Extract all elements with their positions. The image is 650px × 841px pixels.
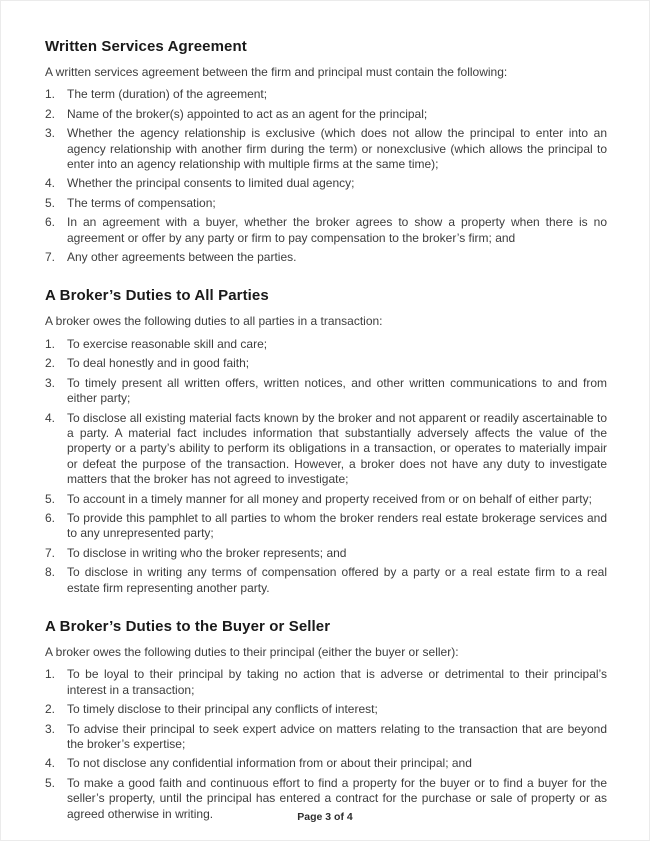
list-item-text: The terms of compensation; bbox=[67, 195, 216, 210]
list-item-number: 7. bbox=[45, 545, 56, 560]
list-item-text: In an agreement with a buyer, whether the broker agrees to show a property when there is no agreement or offer by any party or firm to pay compensation to the broker’s firm; and bbox=[67, 215, 607, 245]
list-item bbox=[45, 565, 607, 596]
list-item-text: To provide this pamphlet to all parties to whom the broker renders real estate brokerage services and to any unrepresented party; bbox=[67, 510, 607, 541]
document-body bbox=[45, 38, 607, 822]
list-item-number: 4. bbox=[45, 410, 56, 425]
numbered-list bbox=[45, 337, 607, 596]
list-item-number: 3. bbox=[45, 721, 56, 736]
list-item bbox=[45, 356, 607, 371]
list-item bbox=[45, 126, 607, 172]
list-item-text: The term (duration) of the agreement; bbox=[67, 87, 268, 102]
list-item-number: 2. bbox=[45, 702, 56, 717]
list-item-number: 5. bbox=[45, 491, 56, 506]
list-item bbox=[45, 337, 607, 352]
list-item bbox=[45, 411, 607, 488]
section-intro: A broker owes the following duties to their principal (either the buyer or seller): bbox=[45, 644, 459, 659]
list-item-text: Any other agreements between the parties. bbox=[67, 250, 297, 265]
list-item-number: 1. bbox=[45, 87, 56, 102]
list-item-number: 4. bbox=[45, 176, 56, 191]
list-item bbox=[45, 87, 607, 102]
list-item bbox=[45, 702, 607, 717]
document-section bbox=[45, 618, 607, 822]
section-heading: A Broker’s Duties to the Buyer or Seller bbox=[45, 617, 331, 635]
list-item bbox=[45, 756, 607, 771]
list-item-text: To be loyal to their principal by taking no action that is adverse or detrimental to their principal’s interest in a transaction; bbox=[67, 667, 607, 697]
list-item-number: 8. bbox=[45, 565, 56, 580]
list-item bbox=[45, 215, 607, 246]
list-item-text: To timely disclose to their principal any conflicts of interest; bbox=[67, 702, 378, 717]
list-item bbox=[45, 176, 607, 191]
section-heading: A Broker’s Duties to All Parties bbox=[45, 287, 269, 305]
list-item-text: To account in a timely manner for all money and property received from or on behalf of either party; bbox=[67, 491, 592, 506]
document-section bbox=[45, 38, 607, 265]
list-item bbox=[45, 722, 607, 753]
numbered-list bbox=[45, 667, 607, 822]
list-item-number: 3. bbox=[45, 375, 56, 390]
list-item bbox=[45, 250, 607, 265]
page-number: Page 3 of 4 bbox=[297, 811, 353, 823]
list-item-text: To advise their principal to seek expert advice on matters relating to the transaction that are beyond the broker’s expertise; bbox=[67, 721, 607, 751]
list-item bbox=[45, 511, 607, 542]
list-item-text: To deal honestly and in good faith; bbox=[67, 356, 250, 371]
list-item-number: 3. bbox=[45, 126, 56, 141]
list-item-number: 2. bbox=[45, 106, 56, 121]
list-item-text: To disclose in writing any terms of compensation offered by a party or a real estate firm to a real estate firm representing another party. bbox=[67, 565, 607, 595]
section-heading: Written Services Agreement bbox=[45, 38, 247, 55]
list-item-number: 5. bbox=[45, 195, 56, 210]
list-item-text: To disclose all existing material facts known by the broker and not apparent or readily ascertainable to a party. A material fact includes information that substantially adversely affects the value of the property or a party’s ability to perform its obligations in a transaction, or operates to materially impair or defeat the purpose of the transaction. However, a broker does not have any duty to investigate matters that the broker has not agreed to investigate; bbox=[67, 410, 607, 487]
list-item bbox=[45, 107, 607, 122]
numbered-list bbox=[45, 87, 607, 265]
document-section bbox=[45, 287, 607, 596]
list-item bbox=[45, 196, 607, 211]
list-item bbox=[45, 667, 607, 698]
list-item-number: 6. bbox=[45, 510, 56, 525]
list-item-text: Whether the agency relationship is exclusive (which does not allow the principal to enter into an agency relationship with another firm during the term) or nonexclusive (which allows the principal to enter into an agency relationship with multiple firms at the same time); bbox=[67, 126, 607, 172]
list-item bbox=[45, 492, 607, 507]
list-item-text: To timely present all written offers, written notices, and other written communications to and from either party; bbox=[67, 375, 607, 406]
list-item-number: 1. bbox=[45, 667, 56, 682]
list-item-number: 6. bbox=[45, 215, 56, 230]
list-item-number: 4. bbox=[45, 756, 56, 771]
list-item bbox=[45, 546, 607, 561]
list-item-number: 7. bbox=[45, 250, 56, 265]
list-item-text: To make a good faith and continuous effort to find a property for the buyer or to find a buyer for the seller’s property, until the principal has entered a contract for the purchase or sale of property or as agreed otherwise in writing. bbox=[67, 775, 607, 821]
list-item-text: To not disclose any confidential information from or about their principal; and bbox=[67, 756, 472, 771]
list-item-number: 5. bbox=[45, 775, 56, 790]
list-item-text: To exercise reasonable skill and care; bbox=[67, 336, 268, 351]
section-intro: A written services agreement between the firm and principal must contain the following: bbox=[45, 65, 508, 79]
list-item-number: 1. bbox=[45, 336, 56, 351]
list-item-text: Name of the broker(s) appointed to act as an agent for the principal; bbox=[67, 106, 428, 121]
list-item-text: To disclose in writing who the broker represents; and bbox=[67, 545, 347, 560]
list-item-text: Whether the principal consents to limited dual agency; bbox=[67, 176, 355, 191]
list-item-number: 2. bbox=[45, 356, 56, 371]
section-intro: A broker owes the following duties to all parties in a transaction: bbox=[45, 314, 383, 329]
list-item bbox=[45, 376, 607, 407]
